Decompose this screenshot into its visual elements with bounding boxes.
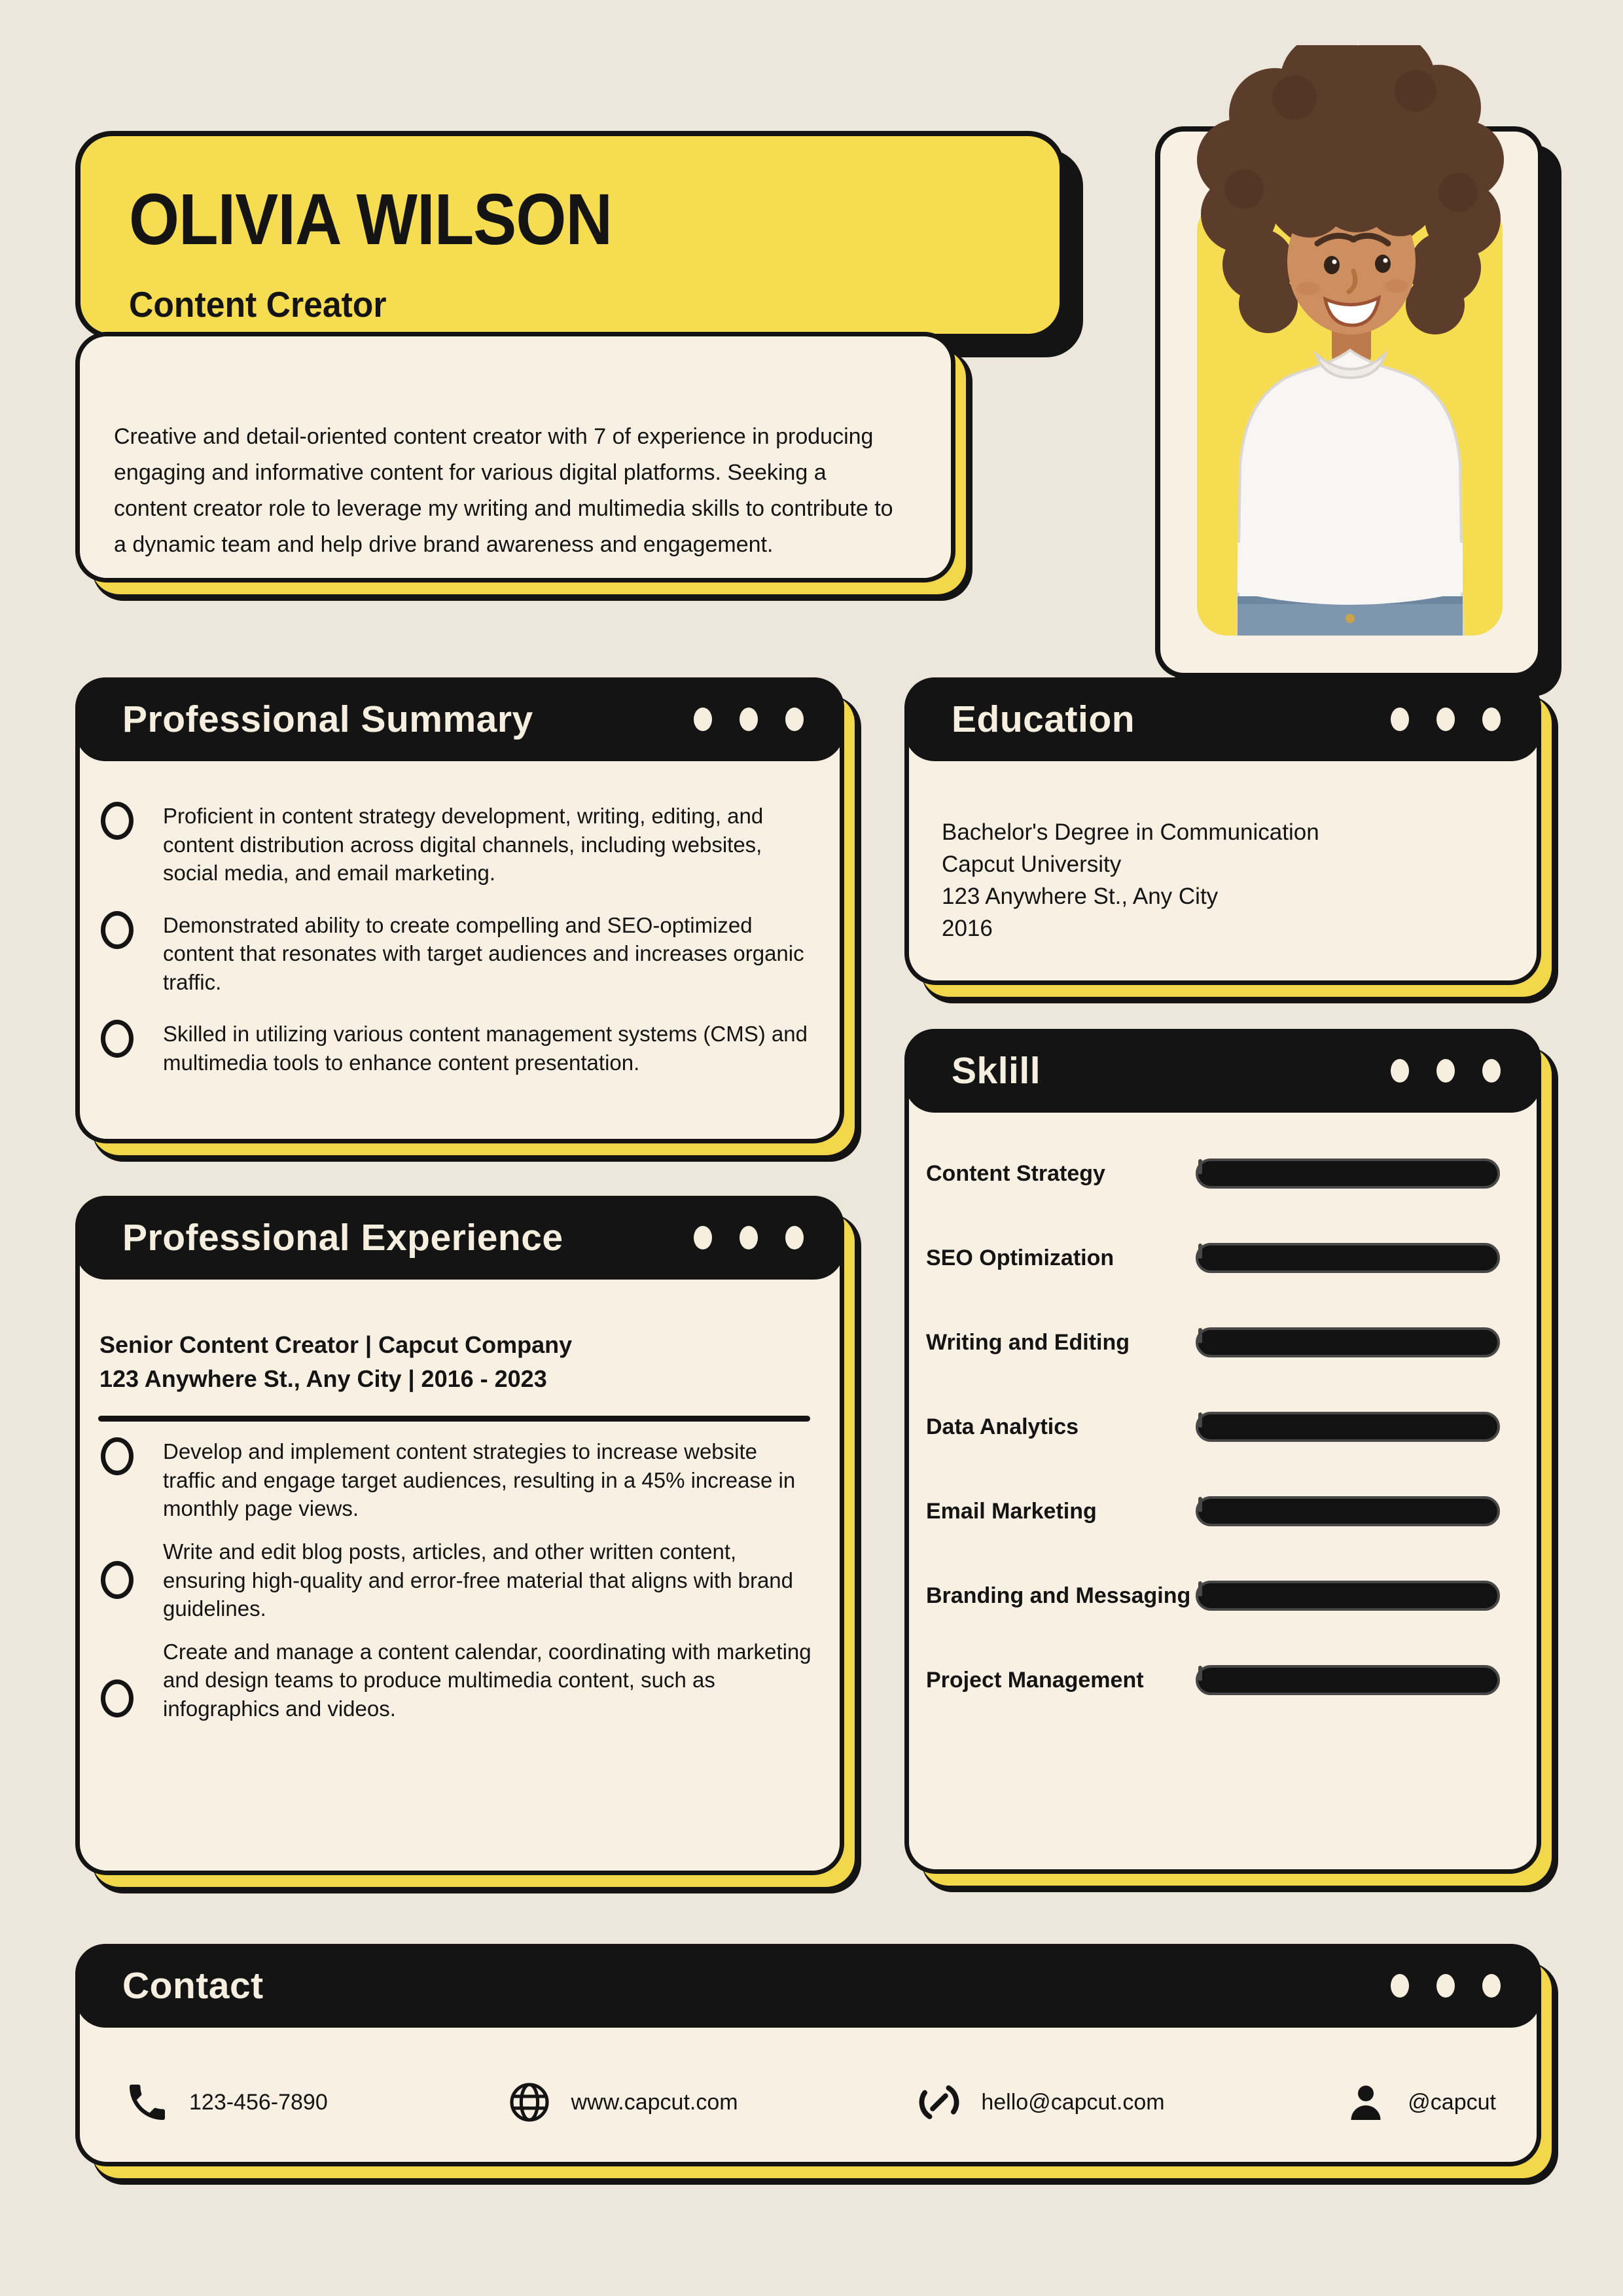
list-item	[101, 1537, 813, 1623]
skill-row	[926, 1580, 1500, 1611]
bullet-text: Proficient in content strategy development, writing, editing, and content distribution across digital channels, including websites, social media, and email marketing.	[163, 804, 764, 886]
intro-text: Creative and detail-oriented content creator with 7 of experience in producing engaging and informative content for various digital platforms. Seeking a content creator role to leverage my writing and multimedia skills to contribute to a dynamic team and help drive brand awareness and engagement.	[114, 424, 893, 558]
skill-progress-fill	[1198, 1244, 1202, 1259]
bullet-circle-icon	[101, 1679, 134, 1717]
window-dot	[740, 708, 758, 731]
skill-label: Content Strategy	[926, 1160, 1105, 1186]
divider	[98, 1416, 810, 1422]
list-item	[101, 911, 813, 997]
skill-row	[926, 1158, 1500, 1189]
education-school: Capcut University	[942, 852, 1122, 877]
contact-card	[75, 1944, 1541, 2166]
summary-bullet-list	[80, 761, 840, 1100]
contact-phone-value[interactable]: 123-456-7890	[189, 2089, 328, 2115]
list-item	[101, 802, 813, 888]
window-dots	[694, 1226, 804, 1249]
skill-label: Writing and Editing	[926, 1329, 1130, 1355]
section-title: Professional Experience	[122, 1217, 563, 1259]
bullet-circle-icon	[101, 802, 134, 840]
experience-position: Senior Content Creator | Capcut Company	[99, 1331, 573, 1358]
list-item	[101, 1437, 813, 1523]
bullet-circle-icon	[101, 1561, 134, 1599]
bullet-text: Skilled in utilizing various content management systems (CMS) and multimedia tools to enhance content presentation.	[163, 1022, 808, 1075]
window-dot	[1391, 1059, 1409, 1083]
education-year: 2016	[942, 916, 993, 941]
contact-row	[124, 2079, 1496, 2126]
window-dot	[1391, 708, 1409, 731]
contact-social	[1342, 2079, 1496, 2126]
window-dot	[694, 708, 712, 731]
link-icon	[916, 2079, 963, 2126]
contact-phone	[124, 2079, 328, 2126]
window-dots	[694, 708, 804, 731]
photo-card	[1155, 126, 1543, 678]
window-dots	[1391, 1059, 1501, 1083]
skill-label: Branding and Messaging	[926, 1583, 1191, 1608]
bullet-circle-icon	[101, 1437, 134, 1475]
skill-progress-fill	[1198, 1412, 1202, 1427]
bullet-text: Demonstrated ability to create compelling and SEO-optimized content that resonates with target audiences and increases organic traffic.	[163, 912, 804, 994]
skill-label: Project Management	[926, 1667, 1144, 1693]
phone-icon	[124, 2079, 171, 2126]
list-item	[101, 1638, 813, 1723]
skill-label: Email Marketing	[926, 1498, 1097, 1524]
contact-website-value[interactable]: www.capcut.com	[571, 2089, 738, 2115]
window-dot	[1436, 1059, 1455, 1083]
window-dot	[1482, 1059, 1501, 1083]
bullet-text: Develop and implement content strategies to increase website traffic and engage target audiences, resulting in a 45% increase in monthly page views.	[163, 1439, 796, 1521]
section-title: Professional Summary	[122, 698, 533, 740]
contact-header	[75, 1944, 1541, 2028]
education-degree: Bachelor's Degree in Communication	[942, 819, 1319, 845]
section-title: Education	[952, 698, 1135, 740]
role-subtitle: Content Creator	[129, 284, 387, 325]
contact-email	[916, 2079, 1164, 2126]
skill-row	[926, 1327, 1500, 1358]
skill-row	[926, 1242, 1500, 1274]
skill-row	[926, 1411, 1500, 1443]
skill-progress-fill	[1198, 1328, 1202, 1343]
window-dot	[1482, 1974, 1501, 1998]
education-header	[904, 677, 1541, 761]
education-card	[904, 677, 1541, 985]
skill-label: SEO Optimization	[926, 1245, 1115, 1270]
user-icon	[1342, 2079, 1389, 2126]
professional-summary-header	[75, 677, 844, 761]
skill-progress-fill	[1198, 1581, 1202, 1596]
profile-photo	[1160, 45, 1539, 674]
window-dot	[1482, 708, 1501, 731]
skill-progress-bar	[1196, 1412, 1500, 1442]
skills-header	[904, 1029, 1541, 1113]
window-dot	[740, 1226, 758, 1249]
bullet-text: Create and manage a content calendar, coordinating with marketing and design teams to produce multimedia content, such as infographics and videos.	[163, 1639, 812, 1721]
education-details	[909, 761, 1537, 944]
skills-list	[909, 1113, 1537, 1696]
section-title: Sklill	[952, 1050, 1041, 1092]
experience-dates: 123 Anywhere St., Any City | 2016 - 2023	[99, 1365, 547, 1393]
education-address: 123 Anywhere St., Any City	[942, 884, 1219, 909]
skill-progress-fill	[1198, 1159, 1202, 1174]
experience-heading	[80, 1280, 840, 1396]
window-dot	[1436, 708, 1455, 731]
skill-progress-bar	[1196, 1243, 1500, 1273]
skill-progress-bar	[1196, 1158, 1500, 1189]
name-header-card	[75, 131, 1065, 339]
globe-icon	[506, 2079, 553, 2126]
window-dots	[1391, 1974, 1501, 1998]
skill-label: Data Analytics	[926, 1414, 1079, 1439]
experience-bullet-list	[80, 1422, 840, 1737]
contact-social-value[interactable]: @capcut	[1408, 2089, 1496, 2115]
window-dot	[694, 1226, 712, 1249]
window-dot	[1391, 1974, 1409, 1998]
skill-progress-bar	[1196, 1496, 1500, 1526]
professional-experience-header	[75, 1196, 844, 1280]
window-dot	[785, 708, 804, 731]
skills-card	[904, 1029, 1541, 1874]
page-title: OLIVIA WILSON	[129, 179, 613, 260]
contact-website	[506, 2079, 738, 2126]
bullet-circle-icon	[101, 1020, 134, 1058]
skill-progress-bar	[1196, 1327, 1500, 1357]
window-dot	[1436, 1974, 1455, 1998]
skill-progress-bar	[1196, 1665, 1500, 1695]
skill-progress-fill	[1198, 1666, 1202, 1681]
window-dot	[785, 1226, 804, 1249]
bullet-text: Write and edit blog posts, articles, and other written content, ensuring high-quality and error-free material that aligns with brand guidelines.	[163, 1539, 794, 1621]
intro-card	[75, 332, 955, 583]
skill-progress-fill	[1198, 1497, 1202, 1512]
professional-experience-card	[75, 1196, 844, 1875]
skill-row	[926, 1664, 1500, 1696]
list-item	[101, 1020, 813, 1077]
professional-summary-card	[75, 677, 844, 1143]
section-title: Contact	[122, 1965, 264, 2007]
window-dots	[1391, 708, 1501, 731]
contact-email-value[interactable]: hello@capcut.com	[981, 2089, 1165, 2115]
skill-progress-bar	[1196, 1581, 1500, 1611]
bullet-circle-icon	[101, 911, 134, 949]
skill-row	[926, 1496, 1500, 1527]
